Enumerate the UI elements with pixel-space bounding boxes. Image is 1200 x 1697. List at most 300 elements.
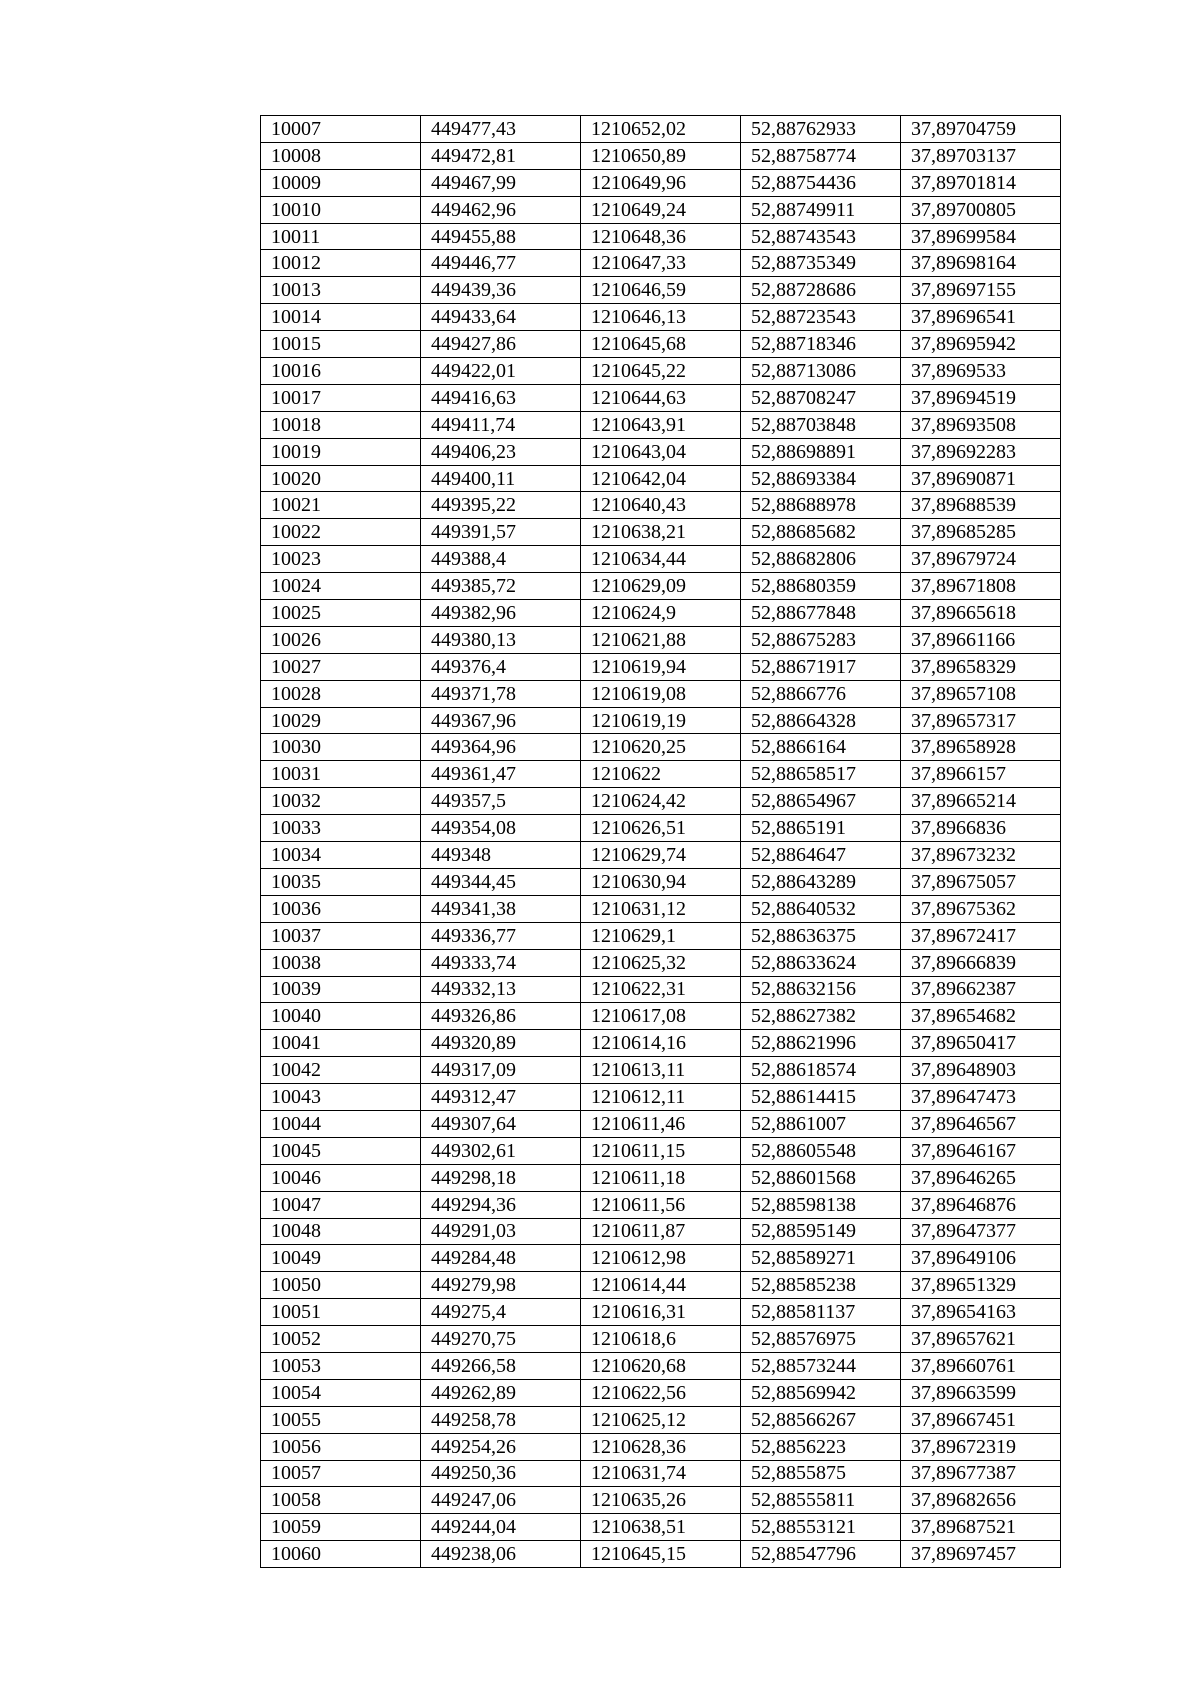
table-row [261,761,1061,788]
x-coordinate-cell: 449427,86 [421,331,581,358]
y-coordinate-cell: 1210643,04 [581,438,741,465]
latitude-cell: 52,88658517 [741,761,901,788]
y-coordinate-cell: 1210629,74 [581,842,741,869]
point-id-cell: 10045 [261,1137,421,1164]
x-coordinate-cell: 449333,74 [421,949,581,976]
latitude-cell: 52,88749911 [741,196,901,223]
y-coordinate-cell: 1210640,43 [581,492,741,519]
point-id-cell: 10051 [261,1299,421,1326]
x-coordinate-cell: 449406,23 [421,438,581,465]
x-coordinate-cell: 449238,06 [421,1541,581,1568]
y-coordinate-cell: 1210645,15 [581,1541,741,1568]
point-id-cell: 10030 [261,734,421,761]
longitude-cell: 37,89650417 [901,1030,1061,1057]
point-id-cell: 10034 [261,842,421,869]
longitude-cell: 37,89693508 [901,411,1061,438]
table-row [261,465,1061,492]
x-coordinate-cell: 449298,18 [421,1164,581,1191]
x-coordinate-cell: 449472,81 [421,142,581,169]
x-coordinate-cell: 449320,89 [421,1030,581,1057]
y-coordinate-cell: 1210622,56 [581,1379,741,1406]
y-coordinate-cell: 1210611,46 [581,1110,741,1137]
longitude-cell: 37,8969533 [901,358,1061,385]
latitude-cell: 52,88618574 [741,1057,901,1084]
y-coordinate-cell: 1210620,68 [581,1352,741,1379]
longitude-cell: 37,89688539 [901,492,1061,519]
y-coordinate-cell: 1210643,91 [581,411,741,438]
x-coordinate-cell: 449395,22 [421,492,581,519]
y-coordinate-cell: 1210611,56 [581,1191,741,1218]
point-id-cell: 10052 [261,1326,421,1353]
latitude-cell: 52,88723543 [741,304,901,331]
longitude-cell: 37,89695942 [901,331,1061,358]
x-coordinate-cell: 449411,74 [421,411,581,438]
y-coordinate-cell: 1210645,68 [581,331,741,358]
latitude-cell: 52,8864647 [741,842,901,869]
latitude-cell: 52,8866776 [741,680,901,707]
longitude-cell: 37,89665618 [901,600,1061,627]
latitude-cell: 52,8865191 [741,815,901,842]
y-coordinate-cell: 1210625,32 [581,949,741,976]
point-id-cell: 10040 [261,1003,421,1030]
longitude-cell: 37,89648903 [901,1057,1061,1084]
y-coordinate-cell: 1210620,25 [581,734,741,761]
latitude-cell: 52,88735349 [741,250,901,277]
x-coordinate-cell: 449455,88 [421,223,581,250]
table-row [261,653,1061,680]
latitude-cell: 52,88598138 [741,1191,901,1218]
point-id-cell: 10050 [261,1272,421,1299]
longitude-cell: 37,89651329 [901,1272,1061,1299]
y-coordinate-cell: 1210626,51 [581,815,741,842]
latitude-cell: 52,88621996 [741,1030,901,1057]
point-id-cell: 10058 [261,1487,421,1514]
y-coordinate-cell: 1210650,89 [581,142,741,169]
x-coordinate-cell: 449258,78 [421,1406,581,1433]
longitude-cell: 37,89704759 [901,116,1061,143]
table-row [261,519,1061,546]
x-coordinate-cell: 449302,61 [421,1137,581,1164]
point-id-cell: 10029 [261,707,421,734]
latitude-cell: 52,88581137 [741,1299,901,1326]
point-id-cell: 10019 [261,438,421,465]
x-coordinate-cell: 449294,36 [421,1191,581,1218]
latitude-cell: 52,88654967 [741,788,901,815]
latitude-cell: 52,88713086 [741,358,901,385]
x-coordinate-cell: 449357,5 [421,788,581,815]
longitude-cell: 37,89646876 [901,1191,1061,1218]
point-id-cell: 10013 [261,277,421,304]
y-coordinate-cell: 1210649,96 [581,169,741,196]
longitude-cell: 37,89672417 [901,922,1061,949]
x-coordinate-cell: 449422,01 [421,358,581,385]
longitude-cell: 37,89679724 [901,546,1061,573]
y-coordinate-cell: 1210644,63 [581,384,741,411]
y-coordinate-cell: 1210638,51 [581,1514,741,1541]
point-id-cell: 10011 [261,223,421,250]
longitude-cell: 37,8966157 [901,761,1061,788]
latitude-cell: 52,88605548 [741,1137,901,1164]
point-id-cell: 10035 [261,868,421,895]
table-row [261,573,1061,600]
y-coordinate-cell: 1210642,04 [581,465,741,492]
latitude-cell: 52,88576975 [741,1326,901,1353]
latitude-cell: 52,88682806 [741,546,901,573]
latitude-cell: 52,88585238 [741,1272,901,1299]
x-coordinate-cell: 449361,47 [421,761,581,788]
point-id-cell: 10028 [261,680,421,707]
point-id-cell: 10044 [261,1110,421,1137]
point-id-cell: 10031 [261,761,421,788]
longitude-cell: 37,89662387 [901,976,1061,1003]
y-coordinate-cell: 1210646,59 [581,277,741,304]
x-coordinate-cell: 449270,75 [421,1326,581,1353]
table-row [261,304,1061,331]
table-row [261,1164,1061,1191]
latitude-cell: 52,88569942 [741,1379,901,1406]
y-coordinate-cell: 1210621,88 [581,626,741,653]
latitude-cell: 52,88671917 [741,653,901,680]
y-coordinate-cell: 1210614,44 [581,1272,741,1299]
table-row [261,1110,1061,1137]
longitude-cell: 37,89697155 [901,277,1061,304]
latitude-cell: 52,88680359 [741,573,901,600]
longitude-cell: 37,89658928 [901,734,1061,761]
table-row [261,411,1061,438]
table-row [261,169,1061,196]
x-coordinate-cell: 449307,64 [421,1110,581,1137]
longitude-cell: 37,89666839 [901,949,1061,976]
latitude-cell: 52,88703848 [741,411,901,438]
x-coordinate-cell: 449341,38 [421,895,581,922]
longitude-cell: 37,89697457 [901,1541,1061,1568]
latitude-cell: 52,8855875 [741,1460,901,1487]
x-coordinate-cell: 449376,4 [421,653,581,680]
point-id-cell: 10018 [261,411,421,438]
latitude-cell: 52,88614415 [741,1084,901,1111]
latitude-cell: 52,88708247 [741,384,901,411]
table-row [261,438,1061,465]
point-id-cell: 10038 [261,949,421,976]
longitude-cell: 37,89671808 [901,573,1061,600]
x-coordinate-cell: 449247,06 [421,1487,581,1514]
x-coordinate-cell: 449467,99 [421,169,581,196]
x-coordinate-cell: 449388,4 [421,546,581,573]
table-row [261,1003,1061,1030]
table-row [261,1326,1061,1353]
latitude-cell: 52,88573244 [741,1352,901,1379]
latitude-cell: 52,88728686 [741,277,901,304]
longitude-cell: 37,89646265 [901,1164,1061,1191]
point-id-cell: 10060 [261,1541,421,1568]
table-row [261,922,1061,949]
longitude-cell: 37,89694519 [901,384,1061,411]
x-coordinate-cell: 449348 [421,842,581,869]
longitude-cell: 37,89696541 [901,304,1061,331]
latitude-cell: 52,88762933 [741,116,901,143]
table-row [261,1084,1061,1111]
x-coordinate-cell: 449446,77 [421,250,581,277]
latitude-cell: 52,88718346 [741,331,901,358]
longitude-cell: 37,89673232 [901,842,1061,869]
latitude-cell: 52,8856223 [741,1433,901,1460]
x-coordinate-cell: 449332,13 [421,976,581,1003]
point-id-cell: 10053 [261,1352,421,1379]
point-id-cell: 10022 [261,519,421,546]
longitude-cell: 37,89660761 [901,1352,1061,1379]
longitude-cell: 37,89658329 [901,653,1061,680]
latitude-cell: 52,88632156 [741,976,901,1003]
point-id-cell: 10032 [261,788,421,815]
y-coordinate-cell: 1210612,98 [581,1245,741,1272]
table-row [261,1030,1061,1057]
longitude-cell: 37,89646567 [901,1110,1061,1137]
x-coordinate-cell: 449291,03 [421,1218,581,1245]
x-coordinate-cell: 449336,77 [421,922,581,949]
point-id-cell: 10059 [261,1514,421,1541]
x-coordinate-cell: 449317,09 [421,1057,581,1084]
coordinates-table [260,115,1061,1568]
point-id-cell: 10023 [261,546,421,573]
x-coordinate-cell: 449462,96 [421,196,581,223]
y-coordinate-cell: 1210619,94 [581,653,741,680]
table-row [261,1272,1061,1299]
latitude-cell: 52,88555811 [741,1487,901,1514]
table-row [261,196,1061,223]
latitude-cell: 52,88640532 [741,895,901,922]
latitude-cell: 52,88688978 [741,492,901,519]
table-row [261,331,1061,358]
point-id-cell: 10010 [261,196,421,223]
table-row [261,1057,1061,1084]
y-coordinate-cell: 1210652,02 [581,116,741,143]
longitude-cell: 37,89677387 [901,1460,1061,1487]
table-row [261,1299,1061,1326]
y-coordinate-cell: 1210611,15 [581,1137,741,1164]
latitude-cell: 52,88698891 [741,438,901,465]
longitude-cell: 37,89646167 [901,1137,1061,1164]
point-id-cell: 10043 [261,1084,421,1111]
table-row [261,600,1061,627]
y-coordinate-cell: 1210635,26 [581,1487,741,1514]
x-coordinate-cell: 449380,13 [421,626,581,653]
latitude-cell: 52,88675283 [741,626,901,653]
latitude-cell: 52,88553121 [741,1514,901,1541]
longitude-cell: 37,89654682 [901,1003,1061,1030]
y-coordinate-cell: 1210631,74 [581,1460,741,1487]
longitude-cell: 37,89649106 [901,1245,1061,1272]
table-row [261,277,1061,304]
y-coordinate-cell: 1210622 [581,761,741,788]
x-coordinate-cell: 449250,36 [421,1460,581,1487]
latitude-cell: 52,88636375 [741,922,901,949]
latitude-cell: 52,88633624 [741,949,901,976]
y-coordinate-cell: 1210618,6 [581,1326,741,1353]
table-row [261,1379,1061,1406]
table-row [261,976,1061,1003]
point-id-cell: 10015 [261,331,421,358]
point-id-cell: 10016 [261,358,421,385]
point-id-cell: 10036 [261,895,421,922]
y-coordinate-cell: 1210649,24 [581,196,741,223]
x-coordinate-cell: 449382,96 [421,600,581,627]
y-coordinate-cell: 1210628,36 [581,1433,741,1460]
point-id-cell: 10027 [261,653,421,680]
table-row [261,1352,1061,1379]
point-id-cell: 10033 [261,815,421,842]
latitude-cell: 52,88547796 [741,1541,901,1568]
y-coordinate-cell: 1210622,31 [581,976,741,1003]
longitude-cell: 37,89661166 [901,626,1061,653]
x-coordinate-cell: 449371,78 [421,680,581,707]
y-coordinate-cell: 1210646,13 [581,304,741,331]
point-id-cell: 10007 [261,116,421,143]
longitude-cell: 37,89657621 [901,1326,1061,1353]
x-coordinate-cell: 449433,64 [421,304,581,331]
y-coordinate-cell: 1210619,19 [581,707,741,734]
table-row [261,949,1061,976]
x-coordinate-cell: 449439,36 [421,277,581,304]
table-row [261,1460,1061,1487]
y-coordinate-cell: 1210647,33 [581,250,741,277]
x-coordinate-cell: 449367,96 [421,707,581,734]
longitude-cell: 37,89667451 [901,1406,1061,1433]
y-coordinate-cell: 1210612,11 [581,1084,741,1111]
y-coordinate-cell: 1210631,12 [581,895,741,922]
coordinates-table-body [261,116,1061,1568]
x-coordinate-cell: 449391,57 [421,519,581,546]
longitude-cell: 37,89675362 [901,895,1061,922]
point-id-cell: 10037 [261,922,421,949]
longitude-cell: 37,89687521 [901,1514,1061,1541]
x-coordinate-cell: 449262,89 [421,1379,581,1406]
y-coordinate-cell: 1210638,21 [581,519,741,546]
latitude-cell: 52,88693384 [741,465,901,492]
point-id-cell: 10056 [261,1433,421,1460]
latitude-cell: 52,88754436 [741,169,901,196]
table-row [261,546,1061,573]
y-coordinate-cell: 1210611,87 [581,1218,741,1245]
table-row [261,680,1061,707]
table-row [261,384,1061,411]
longitude-cell: 37,89699584 [901,223,1061,250]
longitude-cell: 37,89698164 [901,250,1061,277]
longitude-cell: 37,89703137 [901,142,1061,169]
table-row [261,116,1061,143]
y-coordinate-cell: 1210624,9 [581,600,741,627]
y-coordinate-cell: 1210645,22 [581,358,741,385]
point-id-cell: 10009 [261,169,421,196]
point-id-cell: 10055 [261,1406,421,1433]
table-row [261,1487,1061,1514]
x-coordinate-cell: 449400,11 [421,465,581,492]
point-id-cell: 10012 [261,250,421,277]
table-row [261,1514,1061,1541]
y-coordinate-cell: 1210629,09 [581,573,741,600]
latitude-cell: 52,88589271 [741,1245,901,1272]
longitude-cell: 37,89700805 [901,196,1061,223]
y-coordinate-cell: 1210624,42 [581,788,741,815]
longitude-cell: 37,89657317 [901,707,1061,734]
x-coordinate-cell: 449354,08 [421,815,581,842]
point-id-cell: 10017 [261,384,421,411]
latitude-cell: 52,88758774 [741,142,901,169]
latitude-cell: 52,8866164 [741,734,901,761]
latitude-cell: 52,88664328 [741,707,901,734]
longitude-cell: 37,89647473 [901,1084,1061,1111]
point-id-cell: 10041 [261,1030,421,1057]
point-id-cell: 10014 [261,304,421,331]
longitude-cell: 37,89682656 [901,1487,1061,1514]
table-row [261,1433,1061,1460]
table-row [261,707,1061,734]
latitude-cell: 52,88601568 [741,1164,901,1191]
x-coordinate-cell: 449416,63 [421,384,581,411]
x-coordinate-cell: 449364,96 [421,734,581,761]
x-coordinate-cell: 449275,4 [421,1299,581,1326]
latitude-cell: 52,88627382 [741,1003,901,1030]
x-coordinate-cell: 449266,58 [421,1352,581,1379]
latitude-cell: 52,88566267 [741,1406,901,1433]
table-row [261,1137,1061,1164]
table-row [261,626,1061,653]
x-coordinate-cell: 449244,04 [421,1514,581,1541]
x-coordinate-cell: 449284,48 [421,1245,581,1272]
x-coordinate-cell: 449312,47 [421,1084,581,1111]
table-row [261,1406,1061,1433]
longitude-cell: 37,89672319 [901,1433,1061,1460]
table-row [261,788,1061,815]
point-id-cell: 10046 [261,1164,421,1191]
longitude-cell: 37,89654163 [901,1299,1061,1326]
latitude-cell: 52,88677848 [741,600,901,627]
point-id-cell: 10042 [261,1057,421,1084]
point-id-cell: 10054 [261,1379,421,1406]
point-id-cell: 10039 [261,976,421,1003]
y-coordinate-cell: 1210630,94 [581,868,741,895]
table-row [261,223,1061,250]
longitude-cell: 37,89701814 [901,169,1061,196]
y-coordinate-cell: 1210634,44 [581,546,741,573]
x-coordinate-cell: 449279,98 [421,1272,581,1299]
point-id-cell: 10025 [261,600,421,627]
x-coordinate-cell: 449477,43 [421,116,581,143]
y-coordinate-cell: 1210619,08 [581,680,741,707]
table-row [261,142,1061,169]
longitude-cell: 37,89665214 [901,788,1061,815]
x-coordinate-cell: 449326,86 [421,1003,581,1030]
point-id-cell: 10021 [261,492,421,519]
point-id-cell: 10048 [261,1218,421,1245]
y-coordinate-cell: 1210611,18 [581,1164,741,1191]
y-coordinate-cell: 1210648,36 [581,223,741,250]
table-row [261,1245,1061,1272]
point-id-cell: 10020 [261,465,421,492]
table-row [261,842,1061,869]
point-id-cell: 10024 [261,573,421,600]
longitude-cell: 37,89690871 [901,465,1061,492]
table-row [261,1218,1061,1245]
x-coordinate-cell: 449385,72 [421,573,581,600]
point-id-cell: 10047 [261,1191,421,1218]
table-row [261,492,1061,519]
longitude-cell: 37,89647377 [901,1218,1061,1245]
y-coordinate-cell: 1210625,12 [581,1406,741,1433]
table-row [261,815,1061,842]
table-row [261,1541,1061,1568]
latitude-cell: 52,88743543 [741,223,901,250]
longitude-cell: 37,89663599 [901,1379,1061,1406]
